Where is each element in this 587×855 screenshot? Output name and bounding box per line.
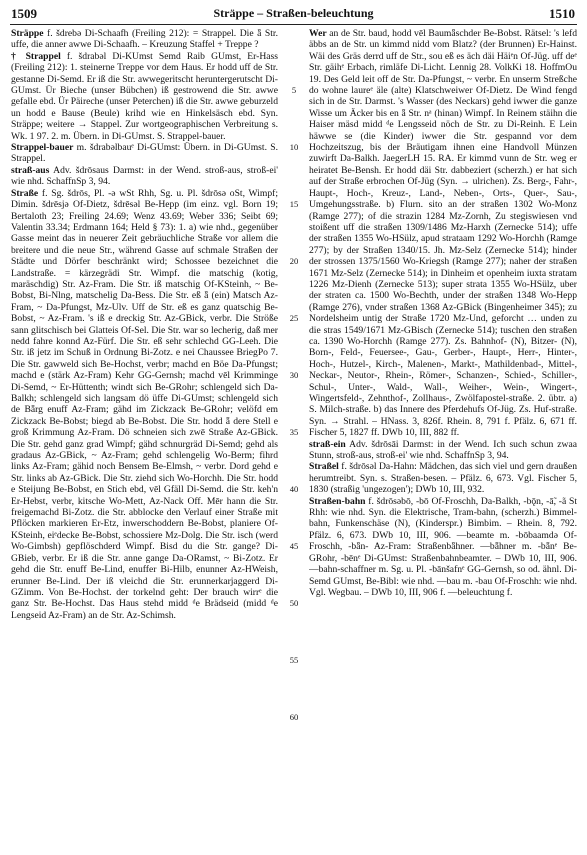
line-number: 15 [289,199,299,209]
left-column [11,28,278,849]
line-number: 5 [291,85,297,95]
entry-strass-ein: straß-ein Adv. šdrōsāi Darmst: in der Wend. Ich such schun zwaa Stunn, stroß-aus, stroß-ei' wie nhd. SchaffnSp 3, 94. [309,438,577,462]
entry-strappel: † Strappel f. šdrabǝl Di-KUmst Semd Raib GUmst, Er-Hass (Freiling 212): 1. steinerne Treppe vor dem Haus. Er hodd uff de Str. gestanne Di-Semd. Er iß die Str. awwegeritscht heruntergerutscht Di-GUmst. Ür Bieche (unser Bübchen) iß gestrowend die Str. awwe gefalle ebd. Ür Päireche (unser Peterchen) iß die Str. awwe geburzeld un hodd e Bause (Beule) krihd wie en Hinkelsäsch ebd. Syn. Sträppe; weitere → Stappel. Zur wortgeographischen Verbreitung s. Wk. 1 97. 2. m. Übern. in Di-GUmst. S. Strappel-bauer. [11,50,278,142]
line-number: 45 [289,541,299,551]
entry-strassen-bahn: Straßen-bahn f. šdrōsəbō, -bō Of-Froschh, Da-Balkh, -bǭn, -ā̃, -ã St Rhh: wie nhd. Syn. die Elektrische, Tram-bahn, (scherzh.) Bimmel-bahn, Funkenschäse (N), (Kinderspr.) Bimbim. – Rhein. 8, 792. Pfälz. 6, 673. DWb 10, III, 906. —beamte m. -bōbaamdə Of-Froschh, -bǟn- Az-Fram: Straßenbǟhner. —bǟhner m. -bǟnᵉ Be-GRohr, -bēnᵉ Di-GUmst: Straßenbahnbeamter. – DWb 10, III, 906. —bahn-schaffner m. Sg. u. Pl. -bānšafnᵉ GG-Gernsh, so od. ähnl. Di-Semd GUmst, Be-Bibl: wie nhd. —bau m. -bau Of-Froschh: wie nhd. Vgl. Wegbau. – DWb 10, III, 906 f. —beleuchtung f. [309,495,577,598]
entry-strasse: Straße f. Sg. šdrōs, Pl. -ə wSt Rhh, Sg. u. Pl. šdrōsə oSt, Wimpf; Dimin. šdrēsjə Of-Dietz, šdrēsǝl Be-Hepp (im einz. vgl. Born 19; Bertaloth 23; Freiling 24.69; Wenz 43.69; Weber 336; Seibt 69; Valentin 33.34; Erdmann 164; Held § 73): 1. a) wie nhd., gegenüber Gasse meint das in neuerer Zeit gebräuchliche Straße vor allem die breitere und die neue Str., während Gasse auf schmale Straßen der Städte und Dörfer beschränkt wird; Schossee bezeichnet die Landstraße. = kärzegrädi Str. Wimpf. die matschig (kotig, maräschdig) Str. Az-Fram. Die Str. iß matschig Of-KSteinh, ~ Be-Bobst, Bi-Nlng, matschelig Da-Bess. Die Str. eß ǟ (ein) Matsch Az-Fram, ~ Da-Pfungst, Mz-Ulv. Uff de Str. eß es ganz quatschig Be-Bobst, ~ Az-Fram. 's iß e dreckig Str. Az-GBick, verbr. Die Ströße sann glitschisch bei Glatteis Of-Sel. Die Str. war so lecherig, daß mer nedd fahre konnd Az-Fürf. Die Str. eß sehr schlechd GG-Leeh. Die Str. iß jetz im Schuß in Ordnung Bi-Zotz. e nei Chaussee BriegPo 7. Die Str. gawweld sich Be-Hochst, verbr; machd en Böe Da-Pfungst; machd e (stärk Az-Fram) Kehr GG-Gernsh; machd vēl Krimminge Di-Semd, ~ Er-Hüttenth; windt sich Be-GRohr; schlengeld sich Da-Balkh; schlengeld sich langsam dö üffe Di-GUmst; schlengeld sich de Bǟrg enuff Az-Fram; gähd im Zickzack Be-GRohr; velöfd em Zickzack Be-Bobst; biegd ab Be-Bobst. Die Str. hodd ǟ dere Stell e groß Krimmung Az-Fram. Dö schneien sich zwē Straße Az-GBick. Die Str. gehd ganz grad Wimpf; gähd schnurgräd Di-Semd; gehd als gradaus Az-GBick, ~ Az-Fram; gehd schlengelig Wo-Berm; fihrd links Az-Fram; gähid noch Bensem Be-Elmsh, ~ verbr. Dord gehd e Str. links ab Az-GBick. Die Str. ziehd sich Wo-Horchh. Die Str. hodd e Steijung Be-Bobst, en Stich ebd, vēl Gfäll Di-Semd. die Str. keh'n Er-Hebst, verbr, kitsche Wo-Mett, Az-Nack Off. Mēr hann die Str. freigemachd Bi-Zotz. die Str. abblocke den Verlauf einer Straße mit Pflöcken markieren Er-Etz, inwerschoddern Be-Bobst, planiere Of-KSteinh, eiᵉdecke Be-Bobst, schossiere Mz-Dolg. Die Str. isch (werd Wo-Gimbsh) gepflöschderd Wimpf. Bisd du die Str. gange? Di-GBieb, verbr. Er iß die Str. anne gange Da-ORamst, ~ Bi-Zotz. Er gehd die Str. enuff Be-Lind, enuffer Bi-Hilb, enunner Az-HWeish, erunner Be-Lind. Der iß vleichd die Str. erunnerkarjaggerd Di-GZimm. Von Be-Hochst. der torkelnd geht: Der brauch wirrᵉ die ganz Str. Be-Hochst. Das Haus stehd midd ᵈe Brädseid (midd ᵈe Lengseid Az-Fram) an de Str. Az-Schimsh. [11,187,278,621]
line-number: 55 [289,655,299,665]
header-rule [10,24,577,25]
line-number: 50 [289,598,299,608]
line-number: 30 [289,370,299,380]
line-number: 60 [289,712,299,722]
entry-strasse-continued: Wer an de Str. baud, hodd vēl Baumǟschder Be-Bobst. Rätsel: 's lefd äbbs an de Str. un kimmd nidd vom Blatz? (der Brunnen) Er-Hainst. Wäi des Gräs derrd uff de Str., sou eß es äch däi Häiᵉn Of-Jüg. uff deᵉ Str. gäihᵉ Erbach, rimläfe Di-Licht. Lennig 28. VolkKi 18. HoffmOu 19. Des Geld leit off de Str. Da-Pfungst, ~ verbr. En unserm Streßche do wohne laureᵉ äle (alte) Klatschweiwer Of-Dietz. De Wind fengd sich in de Str. Darmst. 's Wasser (des Neckars) gehd iwwer die ganze Wisse um Äcker bis en ǟ Str. nᵃ (hinan) Wimpf. In Reinem stäihn die Haiser mäsd midd ᵈe Lengsseid nöch de Str. zu Di-Reinh. E Lein häwwe se (die Kinder) iwwer die Str. gespannd vor dem Hochzeitszug, bis der Bräutigam ihnen eine Handvoll Münzen zuwirft Da-Balkh. JaegerLH 15. RA. Er kimmd vunn de Str. weg er heiratet Be-Bensh. Er hodd däi Str. dabbeziert (scherzh.) er hat sich auf der Straße erbrochen Of-Jüg (Syn. → ulrichen). Zs. Berg-, Fahr-, Haupt-, Hoch-, Kreuz-, Land-, Neben-, Orts-, Quer-, Sau-, Umgehungsstraße. b) Flurn. sito an der straßen 1302 Wo-Monz (Ramge 277); of die strazin 1284 Mz-Zornh, Zu stegiswiesen vnd stoißent uff die straßen 1309/1486 Mz-Harxh (Zernecke 514); uffe der straßen 1355 Wo-HSülz, apud strataam 1292 Wo-Horchh (Ramge 277); by der Straßen 1340/15. Jh. Mz-Selz (Zernecke 514); hinder der strossen 1375/1560 Wo-Kriegsh (Ramge 277); naher der straßen 1671 Mz-Selz (Zernecke 514); in Dinheim et openheim iuxta stratam 1226 Mz-Dienh (Zernecke 513); super strata 1355 Wo-HSülz, uber der straten ca. 1500 Wo-Bechth, under der straßen 1348 Wo-Hepp (Ramge 276), vnder straßen 1368 Az-GBick (Bingenheimer 345); zu Nordelsheim untig der Straße 1720 Mz-Und, geforcht … unden zu die stras 1549/1671 Mz-GBisch (Zernecke 514); tuschen den straßen ca. 1390 Wo-Horchh (Ramge 277). Zs. Bahnhof- (N), Bitzer- (N), Born-, Feld-, Feuersee-, Gau-, Gerber-, Haupt-, Herr-, Hinter-, Hoch-, Hutzel-, Kirch-, Malenen-, Markt-, Mathildenbad-, Mittel-, Neckar-, Neutor-, Rhein-, Römer-, Schanzen-, Schied-, Schiller-, Schul-, Unter-, Wald-, Wall-, Weiher-, Wein-, Wingert-, Wingertsfeld-, Zehnthof-, Zollhaus-, Zwölfapostel-straße. 2. übtr. a) S. Milch-straße. b) das Innere des Pferdehufs Of-Jüg. Zs. Huf-straße. Syn. → Strahl. – HNass. 3, 826f. Rhein. 8, 791 f. Pfälz. 6, 671 ff. Fischer 5, 1827 ff. DWb 10, III, 882 ff. [309,28,577,439]
line-number: 20 [289,256,299,266]
entry-strass-aus: straß-aus Adv. šdrōsaus Darmst: in der Wend. stroß-aus, stroß-ei' wie nhd. SchaffnSp 3, 94. [11,164,278,188]
page-number-left: 1509 [11,6,37,21]
page-number-right: 1510 [549,6,575,21]
line-number: 40 [289,484,299,494]
line-number: 35 [289,427,299,437]
entry-strassel: Straßel f. šdrōsǝl Da-Hahn: Mädchen, das sich viel und gern draußen herumtreibt. Syn. s. Straßen-besen. – Pfälz. 6, 673. Vgl. Fischer 5, 1830 (straßig 'ungezogen'); DWb 10, III, 932. [309,461,577,496]
line-number-gutter [281,28,307,849]
right-column [309,28,577,849]
line-number: 25 [289,313,299,323]
line-number: 10 [289,142,299,152]
entry-straeppe: Sträppe f. šdrebə Di-Schaafh (Freiling 212): = Strappel. Die ǟ Str. uffe, die anner awwe Di-Schaafh. – Kreuzung Staffel + Treppe ? [11,28,278,51]
entry-strappel-bauer: Strappel-bauer m. šdrabǝlbauᵉ Di-GUmst: Übern. in Di-GUmst. S. Strappel. [11,142,278,165]
running-head: Sträppe – Straßen-beleuchtung [213,6,374,20]
